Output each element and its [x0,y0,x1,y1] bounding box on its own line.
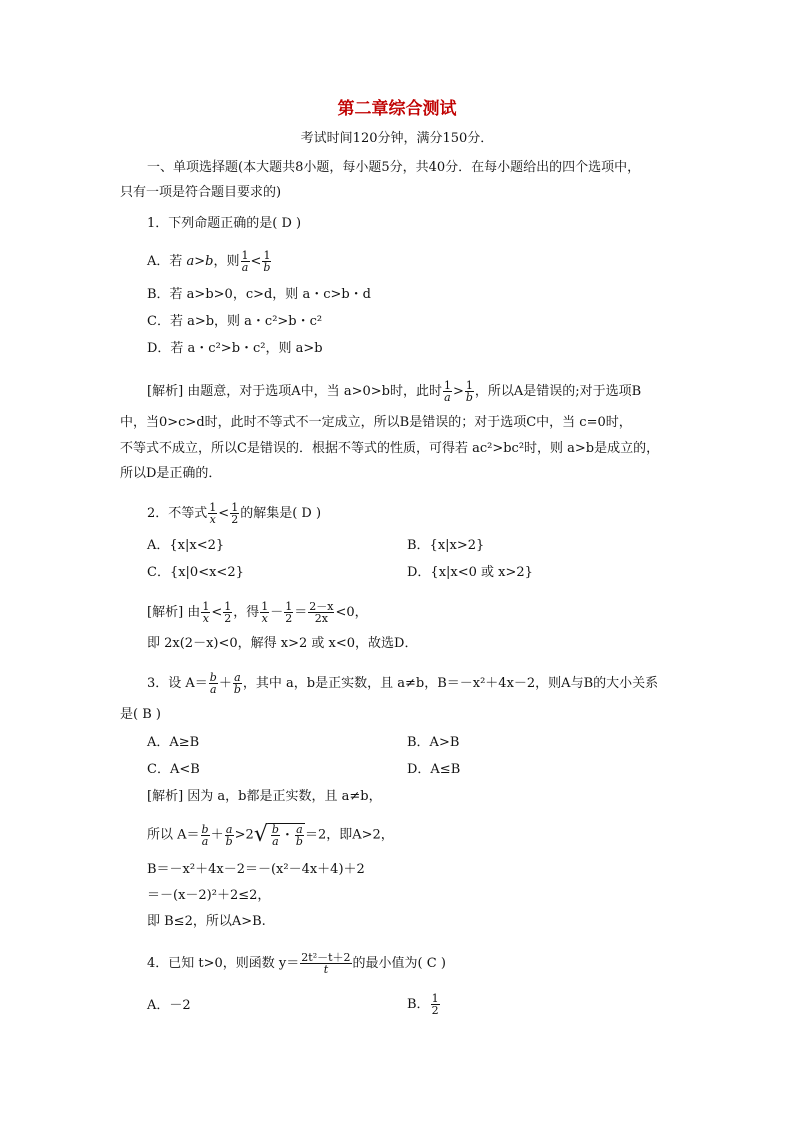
exam-info: 考试时间120分钟，满分150分． [300,131,494,146]
q1-analysis-line1 [147,380,641,403]
sqrt-sign: √ [253,822,268,847]
fraction [209,672,218,695]
q4-option-b-pre: B． [407,997,430,1012]
fraction [284,601,293,624]
q2-option-b: B．{x|x>2} [407,538,485,553]
fraction-den: b [225,834,233,848]
fraction-num: 2t²－t＋2 [301,951,351,964]
rel-gt: > [234,827,246,843]
q2-option-d: D．{x|x<0 或 x>2} [407,565,533,580]
fraction [300,952,351,975]
fraction [241,250,250,273]
fraction-den: x [209,513,216,526]
rel-lt: < [211,605,223,620]
q1-option-b: B．若 a>b>0，c>d，则 a・c>b・d [147,287,372,302]
q2-option-a: A．{x|x<2} [147,538,225,553]
fraction [308,601,334,624]
q3-analysis-line2 [147,823,394,847]
fraction-num: a [234,671,241,684]
analysis-label: [解析] [147,789,184,804]
fraction-num: 1 [443,379,451,392]
q2-analysis-mid: ，得 [233,605,260,620]
q3-stem-pre: 3．设 A＝ [147,676,208,691]
sqrt-radicand [268,823,305,847]
fraction [201,601,210,624]
fraction [225,824,234,847]
q1-option-a-rel: < [250,254,262,269]
q1-option-a-mid: ，则 [213,254,240,269]
fraction [233,672,242,695]
rel-gt: > [452,384,464,399]
coef-two: 2 [245,827,254,843]
op-plus: ＋ [218,676,232,691]
q3-stem-line2: 是( B ) [120,707,161,722]
fraction-den: a [444,391,451,404]
section-heading-line2: 只有一项是符合题目要求的) [120,185,282,200]
fraction-den: a [210,683,217,696]
q3-analysis-l2-post: ＝2，即A>2， [304,827,394,843]
page-title: 第二章综合测试 [337,99,457,119]
q4-stem-post: 的最小值为( C ) [352,956,446,971]
q2-analysis-tail: <0， [335,605,368,620]
fraction-den: 2 [285,612,293,625]
q3-option-c: C．A<B [147,762,200,777]
q2-option-c: C．{x|0<x<2} [147,565,244,580]
fraction-num: a [296,823,303,836]
fraction [431,993,440,1016]
fraction-den: 2 [231,513,239,526]
fraction-num: 1 [261,600,269,613]
q1-option-a-pre: A．若 [147,254,187,269]
fraction [223,601,232,624]
q3-option-d: D．A≤B [407,762,461,777]
op-plus: ＋ [210,827,224,843]
q1-analysis-text-a: 由题意，对于选项A中，当 a>0>b时，此时 [187,384,442,399]
q4-stem [147,952,446,975]
fraction-den: b [295,835,303,848]
q1-analysis-text-b: ，所以A是错误的;对于选项B [474,384,642,399]
q3-analysis-line4: ＝－(x－2)²＋2≤2， [147,888,271,903]
q2-stem [147,502,321,525]
fraction-num: 1 [285,600,293,613]
fraction-den: 2 [224,612,232,625]
analysis-label: [解析] [147,605,184,620]
fraction-num: b [271,823,279,836]
q1-option-c: C．若 a>b，则 a・c²>b・c² [147,314,323,329]
fraction-num: 1 [202,600,210,613]
rel-lt: < [218,506,230,521]
fraction-num: 1 [209,501,217,514]
q3-analysis-line1 [147,788,382,806]
fraction [208,502,217,525]
fraction [295,824,304,847]
fraction [465,380,474,403]
q1-analysis-line2: 中，当0>c>d时，此时不等式不一定成立，所以B是错误的；对于选项C中，当 c=0时， [120,415,632,430]
analysis-label: [解析] [147,384,184,399]
q2-analysis-pre: 由 [187,605,201,620]
fraction-num: b [201,822,209,836]
fraction-den: b [233,683,241,696]
q1-stem: 1．下列命题正确的是( D ) [147,216,302,231]
q1-option-d: D．若 a・c²>b・c²，则 a>b [147,341,323,356]
fraction-den: 2 [431,1004,439,1017]
q4-stem-pre: 4．已知 t>0，则函数 y＝ [147,956,300,971]
q1-analysis-line4: 所以D是正确的． [120,466,222,481]
fraction-num: b [209,671,217,684]
fraction [201,824,210,847]
q3-analysis-text1: 因为 a，b都是正实数，且 a≠b， [187,789,382,804]
q1-analysis-line3: 不等式不成立，所以C是错误的．根据不等式的性质，可得若 ac²>bc²时，则 a>b是成立的， [120,441,660,456]
fraction-den: b [263,261,271,274]
op-minus: － [270,605,284,620]
fraction-num: 1 [263,249,271,262]
q1-option-a [147,250,272,273]
q3-analysis-line3: B＝－x²＋4x－2＝－(x²－4x＋4)＋2 [147,862,365,877]
fraction-den: x [202,612,209,625]
fraction-num: 1 [224,600,232,613]
fraction-den: b [465,391,473,404]
q2-stem-pre: 2．不等式 [147,506,208,521]
fraction [230,502,239,525]
fraction-num: 1 [465,379,473,392]
q3-analysis-l2-pre: 所以 A＝ [147,827,200,843]
fraction-num: a [225,822,233,836]
fraction [260,601,269,624]
q3-stem-post: ，其中 a，b是正实数，且 a≠b，B＝－x²＋4x－2，则A与B的大小关系 [242,676,659,691]
fraction-den: x [261,612,268,625]
fraction-den: a [272,835,279,848]
fraction-num: 1 [431,992,439,1005]
q2-analysis-line1: [解析] 由 $\frac{1}{x}$ < $\frac{1}{2}$ ，得 $\frac{1}{x}$ － $\frac{1}{2}$ ＝ $\frac{2-x}{2x}$ <0， [147,600,368,625]
op-dot: ・ [280,828,294,843]
fraction-num: 1 [231,501,239,514]
q3-stem [147,672,658,695]
q3-option-a: A．A≥B [147,735,200,750]
q3-option-b: B．A>B [407,735,460,750]
fraction [443,380,452,403]
q2-stem-post: 的解集是( D ) [240,506,322,521]
q2-analysis-line2: 即 2x(2－x)<0，解得 x>2 或 x<0，故选D． [147,636,418,651]
fraction-num: 2－x [309,600,334,613]
q3-analysis-line5: 即 B≤2，所以A>B. [147,914,266,929]
fraction [262,250,271,273]
fraction-den: a [241,261,249,274]
q4-option-b [407,993,441,1016]
q1-option-a-cond: a>b [186,254,214,269]
fraction-den: a [201,834,209,848]
fraction-den: t [323,963,329,976]
fraction [271,824,280,847]
section-heading-line1: 一、单项选择题(本大题共8小题，每小题5分，共40分．在每小题给出的四个选项中， [147,160,641,175]
fraction-den: 2x [314,612,328,625]
fraction-num: 1 [241,249,249,262]
q4-option-a: A．－2 [147,998,191,1013]
